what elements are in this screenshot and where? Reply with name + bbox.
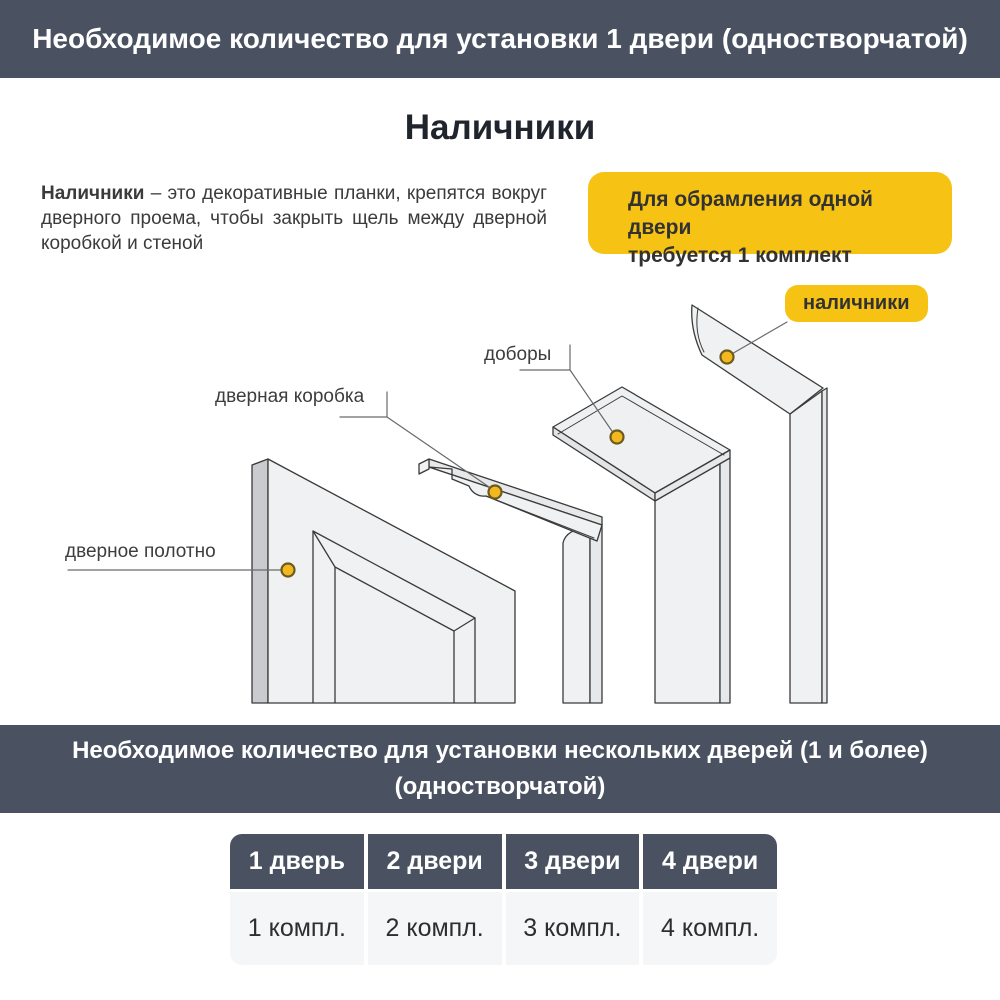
- casings-marker-dot: [721, 351, 734, 364]
- extensions-label: доборы: [484, 344, 552, 365]
- door-frame-label: дверная коробка: [215, 386, 365, 407]
- bottom-banner-line1: Необходимое количество для установки нескольких дверей (1 и более): [72, 737, 928, 764]
- top-banner: [0, 0, 1000, 78]
- table-header-cell: 4 двери: [643, 834, 777, 889]
- callout-box: [588, 172, 952, 267]
- table-header-cell: 2 двери: [368, 834, 502, 889]
- table-column-3: [506, 834, 640, 965]
- table-value-cell: 4 компл.: [643, 892, 777, 965]
- description-paragraph: [41, 181, 547, 256]
- table-value-cell: 3 компл.: [506, 892, 640, 965]
- table-column-1: [230, 834, 364, 965]
- description-text: – это декоративные планки, крепятся вокруг дверного проема, чтобы закрыть щель между дверной коробкой и стеной: [41, 183, 548, 254]
- table-value-cell: 1 компл.: [230, 892, 364, 965]
- callout-line1: Для обрамления одной двери: [628, 188, 873, 239]
- top-banner-text: Необходимое количество для установки 1 двери (одностворчатой): [32, 23, 968, 54]
- table-header-cell: 1 дверь: [230, 834, 364, 889]
- page-title: Наличники: [404, 108, 596, 147]
- door-frame-marker-dot: [489, 486, 502, 499]
- door-leaf-shape: [252, 459, 515, 703]
- door-leaf-marker-dot: [282, 564, 295, 577]
- table-value-cell: 2 компл.: [368, 892, 502, 965]
- extensions-marker-dot: [611, 431, 624, 444]
- bottom-banner-line2: (одностворчатой): [394, 773, 606, 800]
- bottom-banner: [0, 725, 1000, 813]
- table-column-2: [368, 834, 502, 965]
- table-column-4: [643, 834, 777, 965]
- quantity-table: [230, 834, 777, 965]
- description-term: Наличники: [41, 183, 145, 204]
- door-leaf-label: дверное полотно: [65, 541, 216, 562]
- table-header-cell: 3 двери: [506, 834, 640, 889]
- casings-label-chip: наличники: [785, 285, 928, 322]
- callout-line2: требуется 1 комплект: [628, 244, 852, 267]
